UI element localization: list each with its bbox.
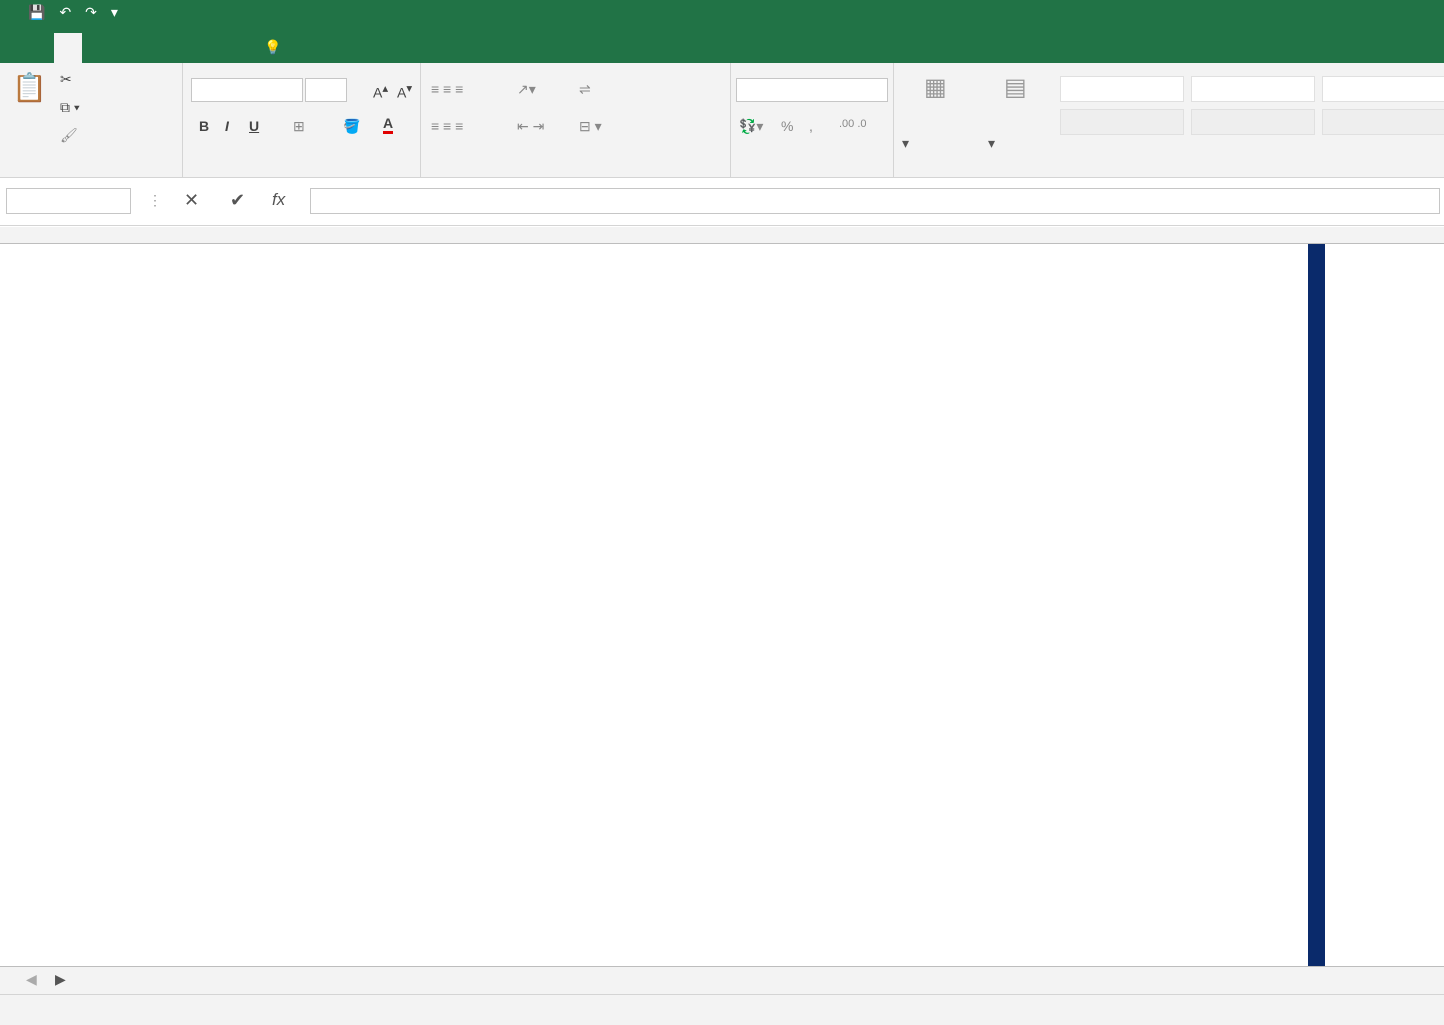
tab-view[interactable] xyxy=(222,28,250,63)
font-color-icon[interactable]: A xyxy=(383,115,393,134)
alignment-group xyxy=(421,63,731,178)
align-top-icon[interactable]: ≡ ≡ ≡ xyxy=(431,81,464,97)
next-sheet-icon[interactable]: ▶ xyxy=(55,971,66,987)
paste-icon[interactable]: 📋 xyxy=(12,72,47,103)
sheet-tabs xyxy=(0,966,1444,994)
ribbon xyxy=(0,63,1444,178)
formula-input[interactable] xyxy=(310,188,1440,214)
prev-sheet-icon[interactable]: ◀ xyxy=(26,971,37,987)
name-box[interactable] xyxy=(6,188,131,214)
copy-button[interactable]: ⧉ ▾ xyxy=(60,99,80,115)
italic-icon[interactable]: I xyxy=(225,118,229,134)
decimal-icon[interactable]: .00 .0 xyxy=(839,118,867,130)
style-normal[interactable] xyxy=(1191,76,1315,102)
format-as-table-button[interactable]: ▾ xyxy=(988,135,996,151)
style-good[interactable] xyxy=(1060,109,1184,135)
formula-bar xyxy=(0,178,1444,226)
number-format-combo[interactable] xyxy=(736,78,888,102)
status-bar xyxy=(0,994,1444,1025)
number-group xyxy=(731,63,894,178)
comma-icon[interactable]: , xyxy=(809,118,813,134)
conditional-formatting-button[interactable]: ▾ xyxy=(902,135,910,151)
tab-review[interactable] xyxy=(194,28,222,63)
wrap-text-button[interactable] xyxy=(579,81,591,98)
tab-insert[interactable] xyxy=(82,28,110,63)
align-left-icon[interactable]: ≡ ≡ ≡ xyxy=(431,118,464,134)
redo-icon[interactable]: ↷ xyxy=(85,4,97,20)
cancel-icon[interactable]: ✕ xyxy=(184,190,200,210)
conditional-formatting-icon[interactable]: ▦ xyxy=(924,74,947,101)
styles-group xyxy=(894,63,1444,178)
undo-icon[interactable]: ↶ xyxy=(59,4,72,20)
lightbulb-icon: 💡 xyxy=(264,39,282,55)
tab-home[interactable] xyxy=(54,33,82,63)
tab-file[interactable] xyxy=(0,28,54,63)
copy-icon: ⧉ xyxy=(60,99,70,115)
style-bad[interactable] xyxy=(1322,76,1444,102)
shrink-font-icon[interactable]: A▾ xyxy=(397,82,413,101)
merge-center-button[interactable]: ⊟ ▾ xyxy=(579,118,602,134)
orientation-icon[interactable]: ↗▾ xyxy=(517,81,536,97)
clipboard-group xyxy=(0,63,183,178)
underline-icon[interactable]: U xyxy=(249,118,260,134)
format-as-table-icon[interactable]: ▤ xyxy=(1004,74,1027,101)
worksheet-grid[interactable] xyxy=(0,244,1444,966)
scissors-icon: ✂ xyxy=(60,71,72,87)
font-name-combo[interactable] xyxy=(191,78,303,102)
font-size-combo[interactable] xyxy=(305,78,347,102)
more-icon: ⋮ xyxy=(148,192,162,208)
tab-data[interactable] xyxy=(166,28,194,63)
wrap-icon: ⇌ xyxy=(579,81,591,97)
merge-icon: ⊟ xyxy=(579,118,591,134)
save-icon[interactable]: 💾 xyxy=(28,4,46,20)
column-headers xyxy=(0,227,1444,244)
customize-qat-icon[interactable]: ▾ xyxy=(110,4,118,20)
grow-font-icon[interactable]: A▴ xyxy=(373,82,389,101)
currency-icon[interactable]: 💱▾ xyxy=(739,118,764,134)
tell-me-box[interactable] xyxy=(250,28,295,63)
font-group xyxy=(183,63,421,178)
indent-icon[interactable]: ⇤ ⇥ xyxy=(517,118,545,134)
tab-page-layout[interactable] xyxy=(110,28,138,63)
format-painter-button[interactable] xyxy=(60,127,78,144)
enter-icon[interactable]: ✔ xyxy=(230,190,246,210)
percent-icon[interactable]: % xyxy=(781,118,794,134)
cut-button[interactable] xyxy=(60,71,72,88)
fill-color-icon[interactable]: 🪣 xyxy=(343,118,361,134)
style-calculation[interactable] xyxy=(1322,109,1444,135)
style-neutral[interactable] xyxy=(1191,109,1315,135)
menu-bar xyxy=(0,28,1444,63)
brush-icon: 🖌 xyxy=(60,127,78,143)
insert-function-icon[interactable]: fx xyxy=(272,190,286,209)
title-bar xyxy=(0,0,1444,28)
tab-formulas[interactable] xyxy=(138,28,166,63)
borders-icon[interactable]: ⊞ xyxy=(293,118,305,134)
style-fa-row-head[interactable] xyxy=(1060,76,1184,102)
quick-access-toolbar xyxy=(28,4,118,21)
column-n-fill xyxy=(1308,244,1325,966)
bold-icon[interactable]: B xyxy=(199,118,210,134)
